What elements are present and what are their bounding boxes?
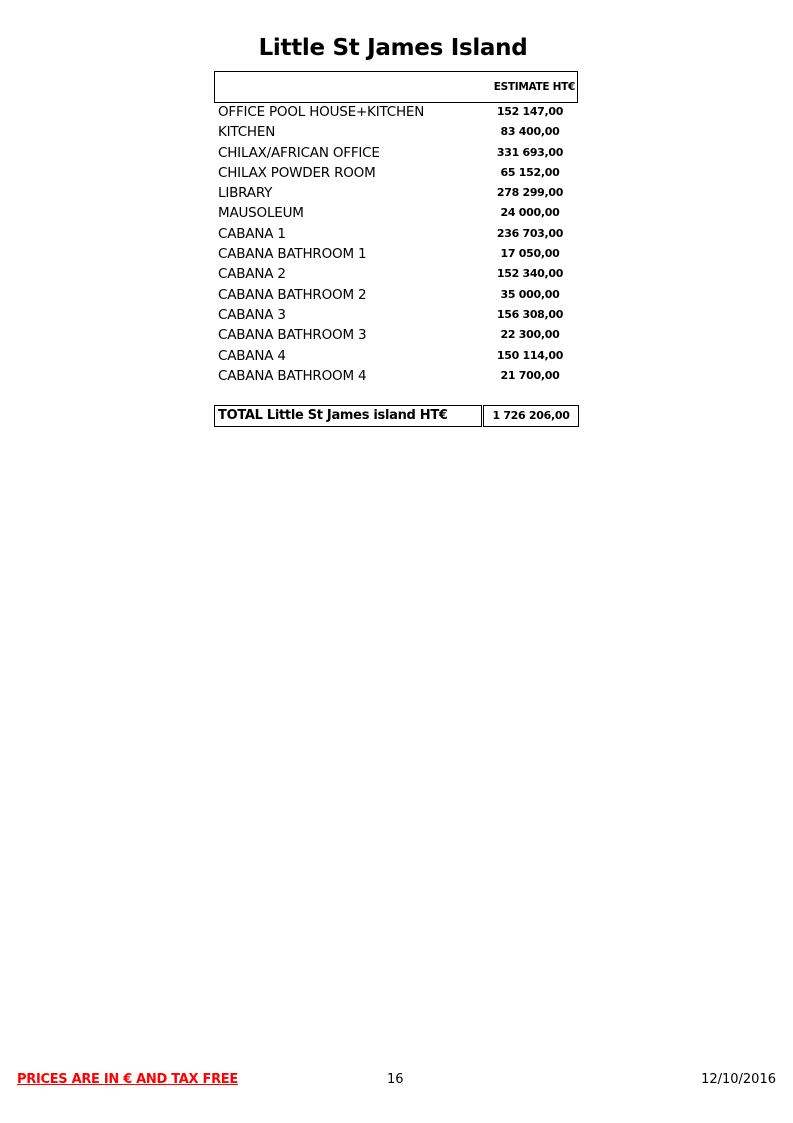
row-label: CABANA BATHROOM 1 xyxy=(218,246,367,263)
table-row xyxy=(218,305,580,325)
row-value: 278 299,00 xyxy=(496,186,564,200)
table-row xyxy=(218,264,580,284)
row-label: LIBRARY xyxy=(218,185,273,202)
row-label: CABANA 2 xyxy=(218,266,286,283)
row-value: 152 340,00 xyxy=(496,267,564,281)
table-header xyxy=(214,71,578,103)
row-label: MAUSOLEUM xyxy=(218,205,304,222)
table-row xyxy=(218,102,580,122)
row-label: CHILAX POWDER ROOM xyxy=(218,164,376,181)
row-value: 17 050,00 xyxy=(500,247,560,261)
total-label: TOTAL Little St James island HT€ xyxy=(218,408,448,423)
table-row xyxy=(218,143,580,163)
row-value: 65 152,00 xyxy=(500,165,560,179)
total-label-cell xyxy=(214,405,482,427)
table-row xyxy=(218,285,580,305)
row-label: CABANA 4 xyxy=(218,347,286,364)
row-value: 152 147,00 xyxy=(496,105,564,118)
table-row xyxy=(218,244,580,264)
table-row xyxy=(218,366,580,386)
row-value: 83 400,00 xyxy=(500,125,560,139)
row-value: 331 693,00 xyxy=(496,145,564,159)
table-row xyxy=(218,163,580,183)
row-label: CABANA BATHROOM 3 xyxy=(218,327,367,344)
row-value: 22 300,00 xyxy=(500,328,560,342)
table-row xyxy=(218,183,580,203)
page-number: 16 xyxy=(387,1072,404,1087)
table-row xyxy=(218,122,580,142)
table-row xyxy=(218,325,580,345)
row-value: 24 000,00 xyxy=(500,206,560,220)
row-value: 21 700,00 xyxy=(500,368,560,382)
row-value: 150 114,00 xyxy=(496,348,564,362)
row-label: CABANA BATHROOM 4 xyxy=(218,367,367,384)
row-label: CABANA 1 xyxy=(218,225,286,242)
total-value: 1 726 206,00 xyxy=(492,409,570,422)
column-header-estimate: ESTIMATE HT€ xyxy=(493,81,575,93)
table-row xyxy=(218,346,580,366)
row-label: CABANA BATHROOM 2 xyxy=(218,286,367,303)
row-label: CHILAX/AFRICAN OFFICE xyxy=(218,144,380,161)
row-value: 35 000,00 xyxy=(500,287,560,301)
footer-price-note: PRICES ARE IN € AND TAX FREE xyxy=(17,1072,238,1087)
row-value: 236 703,00 xyxy=(496,226,564,240)
estimate-table xyxy=(218,102,580,386)
row-label: CABANA 3 xyxy=(218,306,286,323)
table-row xyxy=(218,224,580,244)
row-value: 156 308,00 xyxy=(496,307,564,321)
row-label: KITCHEN xyxy=(218,124,276,141)
row-label: OFFICE POOL HOUSE+KITCHEN xyxy=(218,104,425,120)
table-row xyxy=(218,203,580,223)
footer-date: 12/10/2016 xyxy=(701,1072,776,1087)
page-title: Little St James Island xyxy=(258,35,528,61)
total-value-cell xyxy=(483,405,579,427)
